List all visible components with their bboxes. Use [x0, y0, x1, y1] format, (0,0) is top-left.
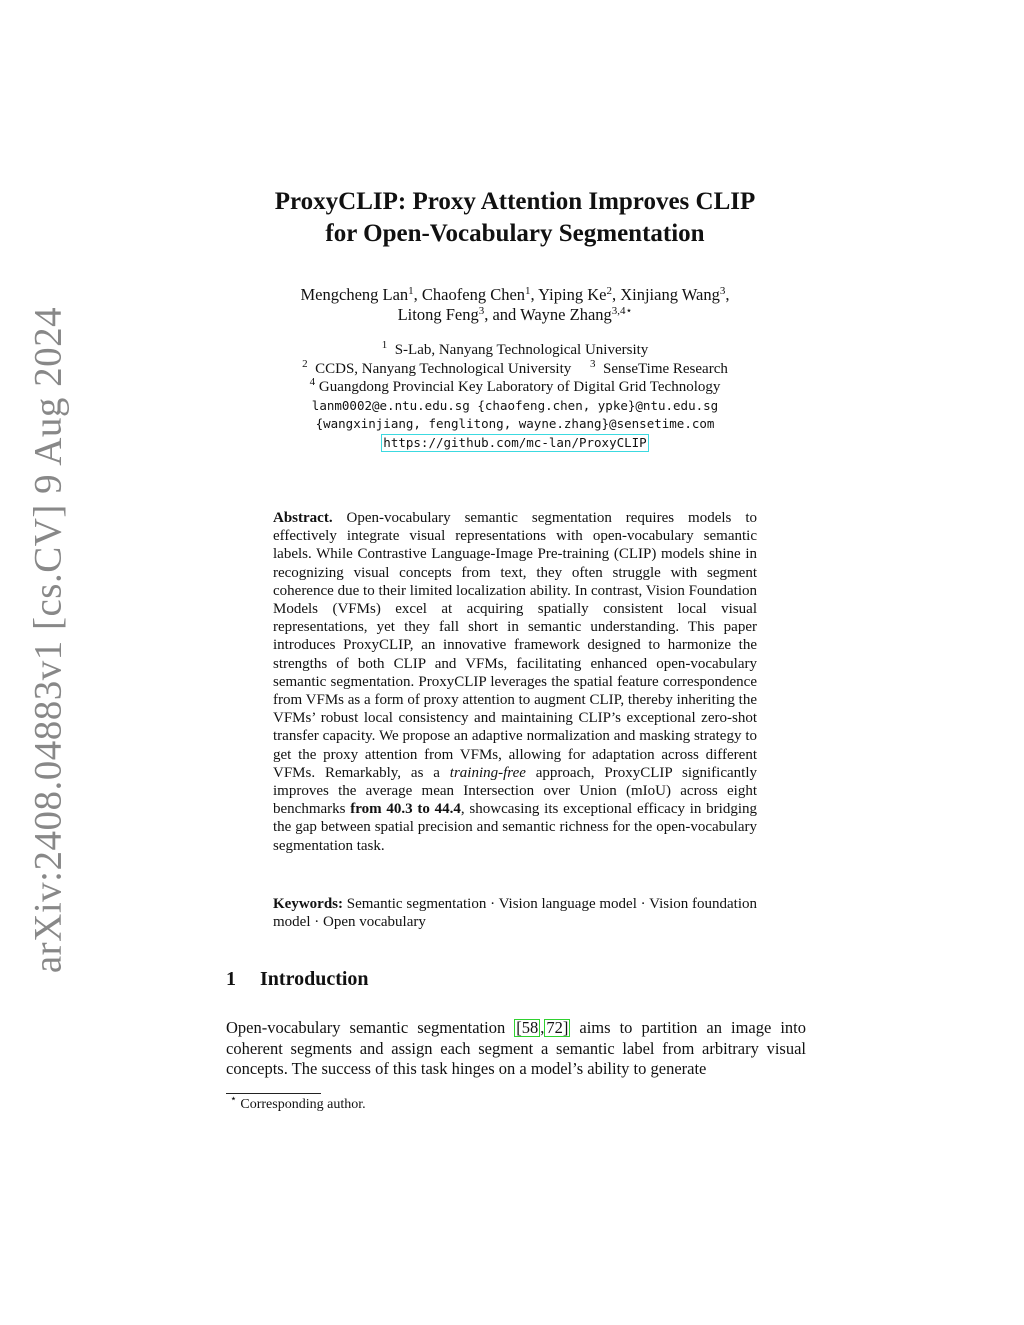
title-line-1: ProxyCLIP: Proxy Attention Improves CLIP	[274, 188, 756, 215]
affil-text: CCDS, Nanyang Technological University	[315, 360, 572, 377]
keywords	[273, 895, 757, 931]
keywords-label: Keywords:	[273, 896, 343, 912]
abstract-label: Abstract.	[273, 510, 333, 526]
author-line-2	[230, 305, 800, 325]
author-name: , and Wayne Zhang	[484, 305, 612, 324]
abstract	[273, 509, 757, 855]
github-link[interactable]: https://github.com/mc-lan/ProxyCLIP	[383, 434, 647, 450]
title-line-2: for Open-Vocabulary Segmentation	[325, 220, 705, 247]
footnote-text: Corresponding author.	[240, 1097, 366, 1112]
arxiv-identifier: arXiv:2408.04883v1 [cs.CV] 9 Aug 2024	[26, 306, 70, 974]
affiliation-line	[230, 341, 800, 360]
section-number: 1	[226, 968, 236, 990]
section-heading	[226, 968, 369, 991]
email-line: {wangxinjiang, fenglitong, wayne.zhang}@sensetime.com	[315, 416, 715, 431]
affil-number: 3	[590, 357, 596, 370]
author-list	[230, 285, 800, 325]
section-title: Introduction	[260, 968, 369, 990]
affil-number: 2	[302, 357, 308, 370]
author-affil-mark: 3	[478, 305, 485, 317]
author-affil-mark: 2	[606, 285, 612, 297]
author-name: , Chaofeng Chen	[413, 285, 526, 304]
abstract-text: , showcasing its exceptional efficacy in bridging the gap between spatial precision and semantic richness for the open-vocabulary segmentation task.	[273, 801, 757, 854]
abstract-text: approach, ProxyCLIP significantly improves the average mean Intersection over Union (mIoU) across eight benchmarks	[273, 764, 757, 818]
citation-link[interactable]: 72]	[546, 1018, 569, 1037]
intro-paragraph	[226, 1018, 806, 1080]
citation-link[interactable]: [58	[516, 1018, 539, 1037]
footnote-mark: ⋆	[230, 1093, 237, 1105]
footnote-divider	[226, 1093, 321, 1094]
intro-text: aims to partition an image into coherent segments and assign each segment a semantic label from arbitrary visual concepts. The success of this task hinges on a model’s ability to generate	[226, 1018, 807, 1078]
affil-text: S-Lab, Nanyang Technological University	[394, 342, 649, 358]
keywords-text: Semantic segmentation · Vision language model · Vision foundation model · Open vocabulary	[273, 896, 757, 931]
github-link-line	[230, 434, 800, 453]
affil-text: SenseTime Research	[603, 360, 728, 377]
affiliation-line	[230, 357, 800, 379]
author-affil-mark: 1	[408, 285, 414, 297]
author-affil-mark: 3,4⋆	[611, 305, 633, 317]
affil-number: 1	[381, 339, 388, 351]
abstract-bold: from 40.3 to 44.4	[350, 801, 461, 818]
abstract-text: Open-vocabulary semantic segmentation requires models to effectively integrate visual representations with open-vocabulary semantic labels. While Contrastive Language-Image Pre-training (CLIP) models shine in recognizing visual concepts from text, they often struggle with segment coherence due to their limited localization ability. In contrast, Vision Foundation Models (VFMs) excel at acquiring spatially consistent local visual representations, yet they fall short in semantic understanding. This paper introduces ProxyCLIP, an innovative framework designed to harmonize the strengths of both CLIP and VFMs, facilitating enhanced open-vocabulary semantic segmentation. ProxyCLIP leverages the spatial feature correspondence from VFMs as a form of proxy attention to augment CLIP, thereby inheriting the VFMs’ robust local consistency and maintaining CLIP’s exceptional zero-shot transfer capacity. We propose an adaptive normalization and masking strategy to get the proxy attention from VFMs, allowing for adaptation across different VFMs. Remarkably, as a	[273, 510, 757, 781]
author-name: Mengcheng Lan	[300, 285, 409, 304]
author-name: , Xinjiang Wang	[611, 285, 720, 304]
intro-text: Open-vocabulary semantic segmentation	[226, 1018, 515, 1037]
author-affil-mark: 1	[525, 285, 531, 297]
footnote	[230, 1093, 366, 1113]
affiliation-line	[230, 378, 800, 397]
citation-separator: ,	[540, 1018, 545, 1037]
author-separator: ,	[725, 285, 730, 304]
email-line: lanm0002@e.ntu.edu.sg {chaofeng.chen, ypke}@ntu.edu.sg	[311, 397, 719, 413]
affiliations	[230, 341, 800, 452]
author-name: Litong Feng	[397, 305, 479, 324]
arxiv-sidebar	[26, 306, 70, 974]
author-affil-mark: 3	[719, 285, 726, 297]
author-name: , Yiping Ke	[530, 285, 607, 304]
abstract-italic: training-free	[449, 764, 526, 781]
author-line-1	[230, 285, 800, 305]
affil-number: 4	[309, 376, 316, 388]
affil-text: Guangdong Provincial Key Laboratory of Digital Grid Technology	[318, 379, 721, 395]
paper-title	[200, 186, 830, 250]
